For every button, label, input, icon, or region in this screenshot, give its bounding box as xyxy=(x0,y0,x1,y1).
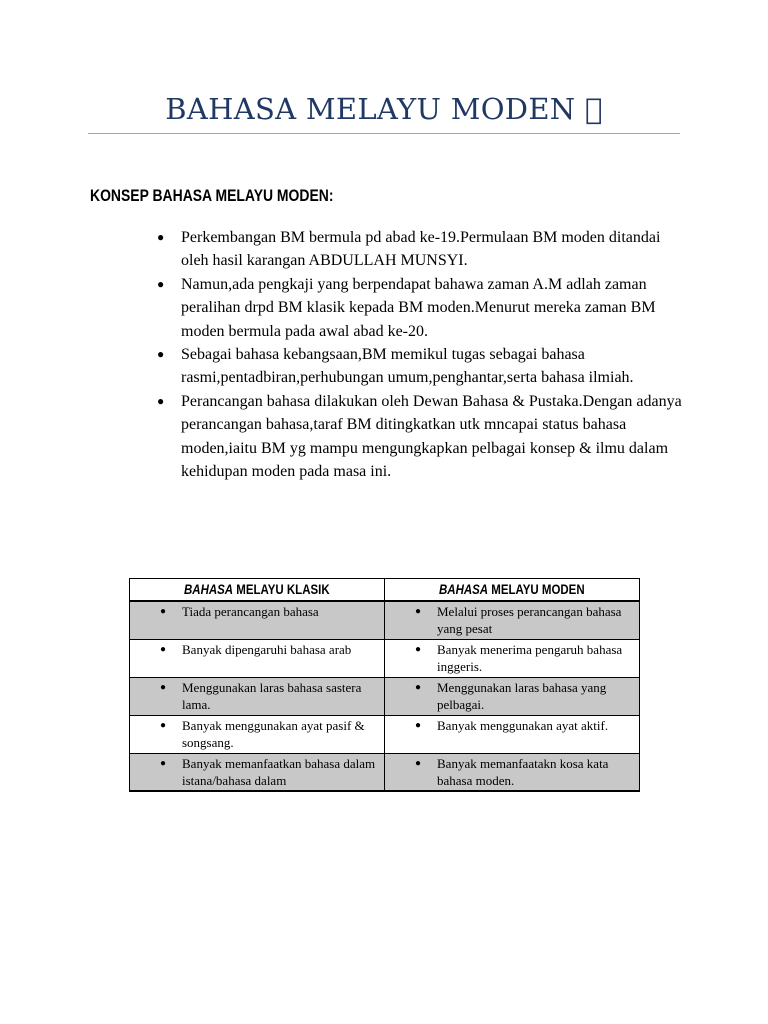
cell-text: Melalui proses perancangan bahasa yang pesat xyxy=(437,604,622,636)
list-item xyxy=(155,226,685,273)
cell-moden xyxy=(385,753,640,791)
cell-klasik xyxy=(130,677,385,715)
bullet-text: Perkembangan BM bermula pd abad ke-19.Permulaan BM moden ditandai oleh hasil karangan ABDULLAH MUNSYI. xyxy=(181,229,661,270)
table-row xyxy=(130,601,640,639)
bullet-icon: ● xyxy=(160,606,167,617)
bullet-text: Namun,ada pengkaji yang berpendapat bahawa zaman A.M adlah zaman peralihan drpd BM klasik kepada BM moden.Menurut mereka zaman BM moden bermula pada awal abad ke-20. xyxy=(181,275,656,340)
list-item xyxy=(155,273,685,343)
bullet-icon: ● xyxy=(157,230,165,244)
bullet-icon: ● xyxy=(157,393,165,408)
cell-klasik xyxy=(130,639,385,677)
table-row xyxy=(130,715,640,753)
bullet-icon: ● xyxy=(160,757,167,769)
bullet-icon: ● xyxy=(157,347,165,362)
cell-text: Banyak menerima pengaruh bahasa inggeris. xyxy=(437,641,623,674)
table-row xyxy=(130,639,640,677)
cell-text: Menggunakan laras bahasa yang pelbagai. xyxy=(437,679,607,712)
bullet-icon: ● xyxy=(415,606,422,617)
cell-text: Banyak memanfaatakn kosa kata bahasa moden. xyxy=(437,755,609,788)
bullet-text: Perancangan bahasa dilakukan oleh Dewan Bahasa & Pustaka.Dengan adanya perancangan bahasa,taraf BM ditingkatkan utk mncapai status bahasa moden,iaitu BM yg mampu mengungkapkan pelbagai konsep & ilmu dalam kehidupan moden pada masa ini. xyxy=(181,392,682,481)
bullet-icon: ● xyxy=(160,681,167,693)
bullet-icon: ● xyxy=(160,719,167,731)
bullet-icon: ● xyxy=(415,643,422,655)
header-moden-italic: BAHASA xyxy=(439,581,489,597)
table-header-row xyxy=(130,579,640,602)
cell-text: Banyak menggunakan ayat aktif. xyxy=(437,717,609,733)
list-item xyxy=(155,390,685,484)
cell-moden xyxy=(385,677,640,715)
title-underline-rule xyxy=(88,133,680,134)
bullet-icon: ● xyxy=(415,681,422,693)
bullet-icon: ● xyxy=(415,757,422,769)
bullet-icon: ● xyxy=(157,276,165,291)
table-row xyxy=(130,677,640,715)
cell-moden xyxy=(385,715,640,753)
cell-klasik xyxy=(130,753,385,791)
list-item xyxy=(155,343,685,390)
cell-text: Tiada perancangan bahasa xyxy=(182,604,319,619)
cell-text: Banyak memanfaatkan bahasa dalam istana/bahasa dalam xyxy=(182,755,376,788)
cell-text: Banyak dipengaruhi bahasa arab xyxy=(182,641,352,657)
comparison-table xyxy=(129,578,640,792)
header-klasik-italic: BAHASA xyxy=(184,581,234,597)
header-moden xyxy=(385,579,640,602)
header-moden-rest: MELAYU MODEN xyxy=(488,581,585,597)
table-row xyxy=(130,753,640,791)
concept-bullet-list xyxy=(155,226,685,483)
cell-text: Menggunakan laras bahasa sastera lama. xyxy=(182,679,362,712)
cell-text: Banyak menggunakan ayat pasif & songsang. xyxy=(182,717,365,750)
section-heading: KONSEP BAHASA MELAYU MODEN: xyxy=(90,186,334,205)
cell-moden xyxy=(385,639,640,677)
bullet-icon: ● xyxy=(415,719,422,731)
header-klasik xyxy=(130,579,385,602)
cell-klasik xyxy=(130,715,385,753)
cell-moden xyxy=(385,601,640,639)
bullet-text: Sebagai bahasa kebangsaan,BM memikul tugas sebagai bahasa rasmi,pentadbiran,perhubungan umum,penghantar,serta bahasa ilmiah. xyxy=(181,346,634,387)
header-klasik-rest: MELAYU KLASIK xyxy=(233,581,330,597)
cell-klasik xyxy=(130,601,385,639)
bullet-icon: ● xyxy=(160,643,167,655)
page-title: BAHASA MELAYU MODEN xyxy=(178,92,590,126)
